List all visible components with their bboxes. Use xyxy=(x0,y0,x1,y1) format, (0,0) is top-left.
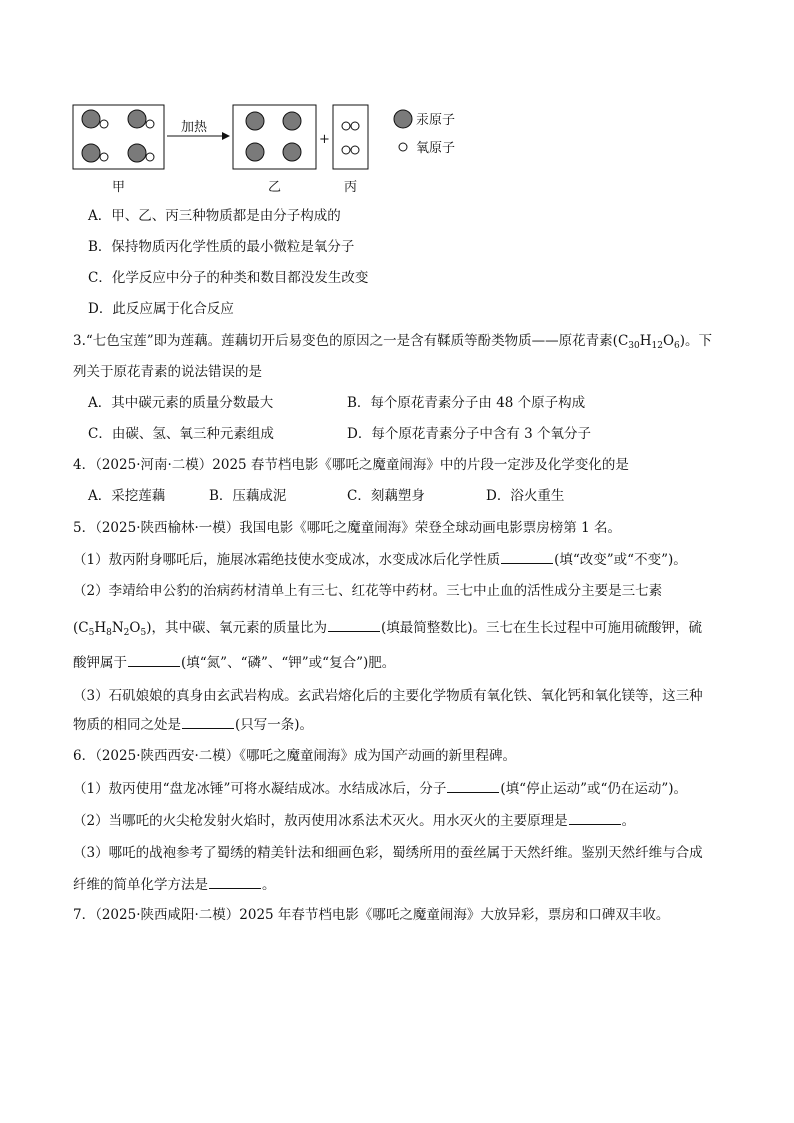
label-bing: 丙 xyxy=(344,180,358,195)
q6-stem: 6．（2025·陕西西安·二模）《哪吒之魔童闹海》成为国产动画的新里程碑。 xyxy=(73,748,517,764)
answer-blank[interactable] xyxy=(128,652,180,667)
q5-part3-line2: 物质的相同之处是 (只写一条)。 xyxy=(73,714,313,735)
q7-stem: 7．（2025·陕西咸阳·二模）2025 年春节档电影《哪吒之魔童闹海》大放异彩，票房和口碑双丰收。 xyxy=(73,907,670,923)
q3-option-b: B．每个原花青素分子由 48 个原子构成 xyxy=(347,395,586,411)
arrow-label: 加热 xyxy=(181,120,208,135)
q3-option-a: A．其中碳元素的质量分数最大 xyxy=(88,395,274,411)
legend-o-icon xyxy=(399,143,407,151)
q5-part3-line1: （3）石矶娘娘的真身由玄武岩构成。玄武岩熔化后的主要化学物质有氧化铁、氧化钙和氧化镁等，这三种 xyxy=(73,688,703,704)
box-bing xyxy=(333,105,368,169)
q6-part3-line2: 纤维的简单化学方法是 。 xyxy=(73,874,276,895)
legend-hg-label: 汞原子 xyxy=(416,113,456,128)
q2-option-a: A．甲、乙、丙三种物质都是由分子构成的 xyxy=(88,208,341,224)
q2-option-c: C．化学反应中分子的种类和数目都没发生改变 xyxy=(88,270,369,286)
q2-option-d: D．此反应属于化合反应 xyxy=(88,301,234,317)
q3-option-d: D．每个原花青素分子中含有 3 个氧分子 xyxy=(347,426,591,442)
q3-stem-line1: 3.“七色宝莲”即为莲藕。莲藕切开后易变色的原因之一是含有鞣质等酚类物质——原花青素$(C_{30}H_{12}O_6)$。下 xyxy=(73,333,713,351)
plus-sign: + xyxy=(319,132,330,147)
yi-atoms xyxy=(246,112,301,161)
q5-part2-line2: $(C_5H_8N_2O_5)$，其中碳、氧元素的质量比为 (填最简整数比)。三七在生长过程中可施用硫酸钾，硫 xyxy=(73,617,702,643)
label-jia: 甲 xyxy=(112,180,126,195)
q4-option-c: C．刻藕塑身 xyxy=(347,488,425,504)
q6-part3-line1: （3）哪吒的战袍参考了蜀绣的精美针法和细画色彩，蜀绣所用的蚕丝属于天然纤维。鉴别天然纤维与合成 xyxy=(73,845,703,861)
q3-option-c: C．由碳、氢、氧三种元素组成 xyxy=(88,426,274,442)
legend-o-label: 氧原子 xyxy=(416,141,456,156)
answer-blank[interactable] xyxy=(182,714,234,729)
bing-molecules xyxy=(342,122,359,154)
q4-stem: 4．（2025·河南·二模）2025 春节档电影《哪吒之魔童闹海》中的片段一定涉及化学变化的是 xyxy=(73,457,629,473)
reaction-diagram xyxy=(0,0,794,200)
answer-blank[interactable] xyxy=(447,778,499,793)
q4-option-a: A．采挖莲藕 xyxy=(88,488,166,504)
answer-blank[interactable] xyxy=(501,549,553,564)
q4-option-b: B．压藕成泥 xyxy=(209,488,287,504)
q6-part2: （2）当哪吒的火尖枪发射火焰时，敖丙使用冰系法术灭火。用水灭火的主要原理是 。 xyxy=(73,810,635,831)
answer-blank[interactable] xyxy=(209,874,261,889)
q3-stem-line2: 列关于原花青素的说法错误的是 xyxy=(73,364,262,380)
q6-part1: （1）敖丙使用“盘龙冰锤”可将水凝结成冰。水结成冰后，分子 (填“停止运动”或“仍在运动”)。 xyxy=(73,778,687,799)
q5-part2-line3: 酸钾属于 (填“氮”、“磷”、“钾”或“复合”)肥。 xyxy=(73,652,395,673)
legend-hg-icon xyxy=(394,110,412,128)
box-yi xyxy=(233,105,316,169)
answer-blank[interactable] xyxy=(328,617,380,632)
answer-blank[interactable] xyxy=(569,810,621,825)
label-yi: 乙 xyxy=(268,180,282,195)
q5-part1: （1）敖丙附身哪吒后，施展冰霜绝技使水变成冰，水变成冰后化学性质 (填“改变”或“不变”)。 xyxy=(73,549,687,570)
q2-option-b: B．保持物质丙化学性质的最小微粒是氧分子 xyxy=(88,239,355,255)
jia-molecules xyxy=(82,110,154,162)
q5-stem: 5．（2025·陕西榆林·一模）我国电影《哪吒之魔童闹海》荣登全球动画电影票房榜第 1 名。 xyxy=(73,520,621,536)
q5-part2-line1: （2）李靖给申公豹的治病药材清单上有三七、红花等中药材。三七中止血的活性成分主要是三七素 xyxy=(73,583,663,599)
q4-option-d: D．浴火重生 xyxy=(486,488,565,504)
